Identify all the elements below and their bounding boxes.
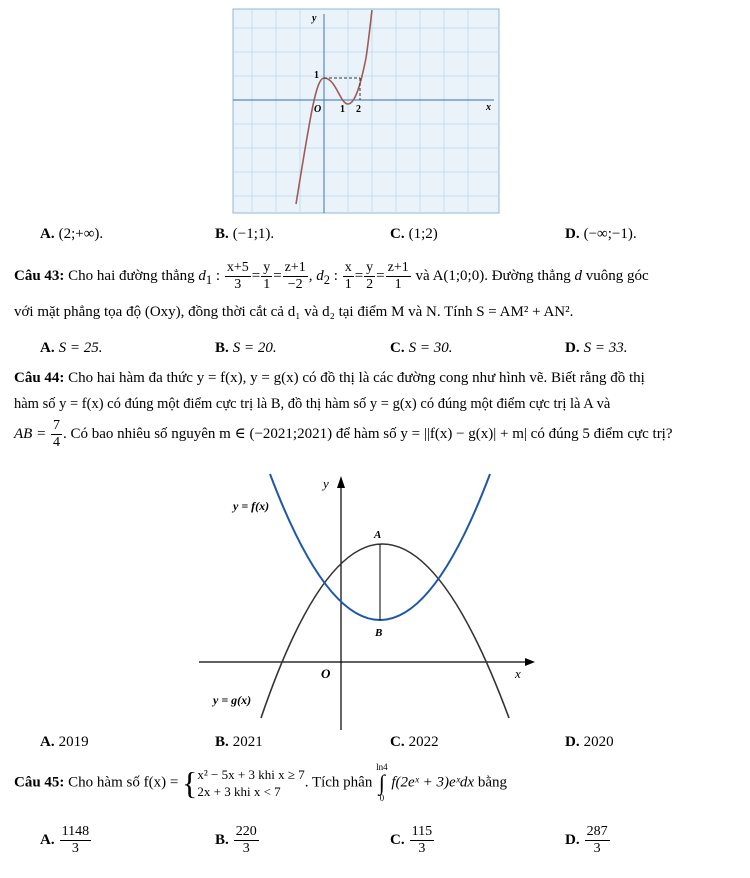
origin-label: O xyxy=(321,666,331,681)
y-arrow xyxy=(337,476,345,488)
point-a-label: A xyxy=(374,529,382,541)
answer-b[interactable]: B. S = 20. xyxy=(215,340,277,356)
tick-label: 1 xyxy=(314,70,319,81)
answer-d[interactable]: D. $\frac{287}{3}$ xyxy=(565,824,608,856)
point-b-label: B xyxy=(375,627,383,639)
answer-d[interactable]: D. S = 33. xyxy=(565,340,628,356)
answer-a[interactable]: A. 2019 xyxy=(40,734,89,750)
y-label: y xyxy=(312,13,317,24)
q44-line2: hàm số y = f(x) có đúng một điểm cực trị là B, đồ thị hàm số y = g(x) có đúng một điểm cực trị là A và xyxy=(14,396,611,412)
x-label: x xyxy=(486,102,491,113)
q43-line1: Câu 43: Cho hai đường thẳng $d_1$ : $\frac{x+5}{3}$ = $\frac{y}{1}$ = $\frac{z+1}{-2}$ , $d_2$ : $\frac{x}{1}$ = $\frac{y}{2}$ = $\frac{z+1}{1}$ và A(1;0;0). Đường thẳng d vuông góc xyxy=(14,260,649,292)
answer-d[interactable]: D. (−∞;−1). xyxy=(565,226,637,242)
answer-c[interactable]: C. $\frac{115}{3}$ xyxy=(390,824,433,856)
answer-b[interactable]: B. 2021 xyxy=(215,734,263,750)
q44-line3: AB = $\frac{7}{4}$ . Có bao nhiêu số nguyên m ∈ (−2021;2021) để hàm số y = ||f(x) − g(x)| + m| có đúng 5 điểm cực trị? xyxy=(14,418,673,450)
curve-g xyxy=(261,544,509,718)
q44-line1: Câu 44: Cho hai hàm đa thức y = f(x), y = g(x) có đồ thị là các đường cong như hình vẽ. Biết rằng đồ thị xyxy=(14,370,645,386)
answer-c[interactable]: C. 2022 xyxy=(390,734,439,750)
origin-label: O xyxy=(314,104,322,115)
x-arrow xyxy=(525,658,535,666)
answer-c[interactable]: C. (1;2) xyxy=(390,226,438,242)
answer-d[interactable]: D. 2020 xyxy=(565,734,614,750)
graph-q42 xyxy=(232,8,500,214)
answer-c[interactable]: C. S = 30. xyxy=(390,340,453,356)
tick-label: 2 xyxy=(356,104,361,115)
answer-a[interactable]: A. (2;+∞). xyxy=(40,226,104,242)
answer-b[interactable]: B. $\frac{220}{3}$ xyxy=(215,824,257,856)
graph-q44 xyxy=(195,470,540,732)
tick-label: 1 xyxy=(340,104,345,115)
q43-line2: với mặt phẳng tọa độ (Oxy), đồng thời cắt cả d₁ và d₂ tại điểm M và N. Tính S = AM² + AN². xyxy=(14,304,574,320)
x-label: x xyxy=(515,666,521,681)
f-label: y = f(x) xyxy=(233,499,270,513)
q45-line: Câu 45: Cho hàm số f(x) = { x² − 5x + 3 khi x ≥ 7 2x + 3 khi x < 7 . Tích phân ln4 ∫ 0 f(2eˣ + 3)eˣdx bằng xyxy=(14,762,508,803)
answer-a[interactable]: A. $\frac{1148}{3}$ xyxy=(40,824,90,856)
y-label: y xyxy=(323,476,329,491)
answer-b[interactable]: B. (−1;1). xyxy=(215,226,275,242)
answer-a[interactable]: A. S = 25. xyxy=(40,340,103,356)
g-label: y = g(x) xyxy=(213,693,252,707)
